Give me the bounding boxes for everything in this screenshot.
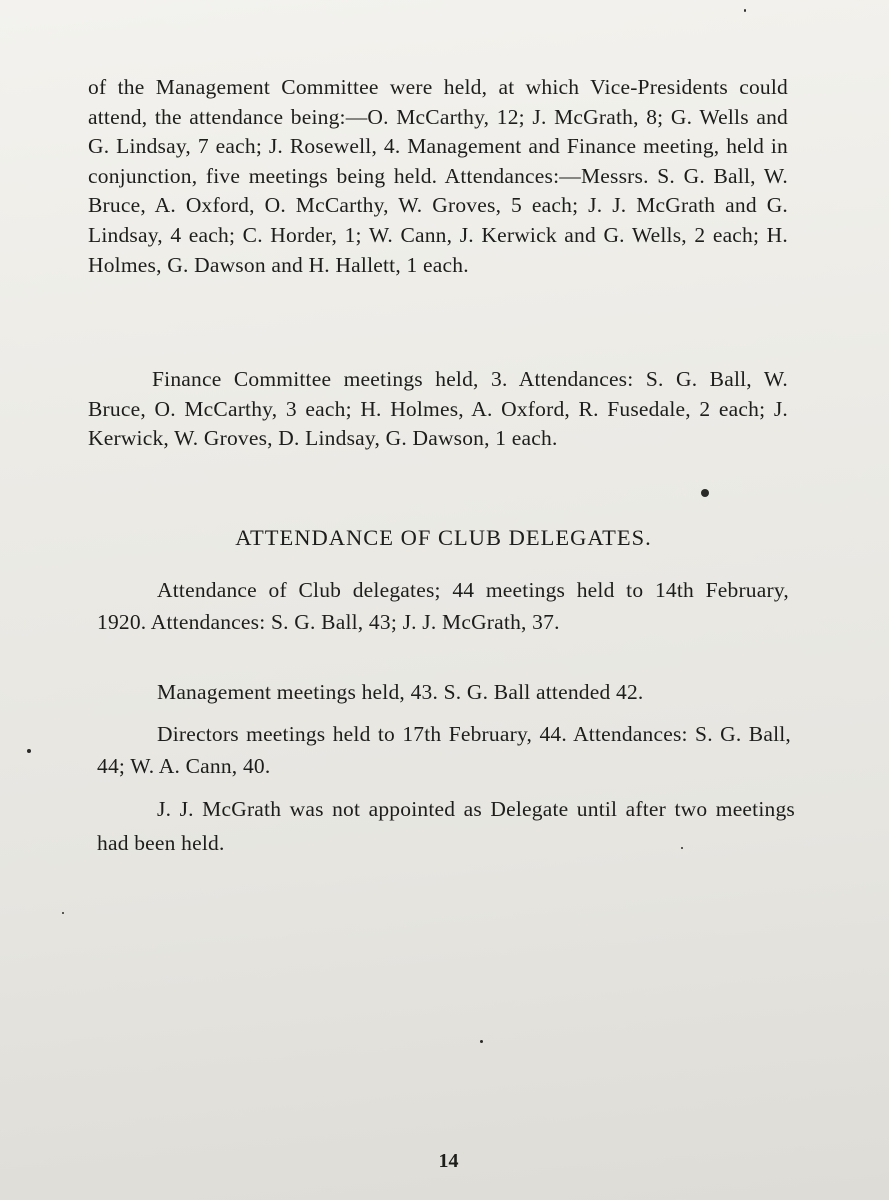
paragraph-delegate-note: J. J. McGrath was not appointed as Delegate until after two meetings had been held. [97,797,795,855]
paper-speck [27,749,31,753]
paragraph-club-delegates: Attendance of Club delegates; 44 meetings held to 14th February, 1920. Attendances: S. G. Ball, 43; J. J. McGrath, 37. [97,578,789,634]
paragraph-committee-meetings: of the Management Committee were held, at which Vice-Presidents could attend, the attendance being:—O. McCarthy, 12; J. McGrath, 8; G. Wells and G. Lindsay, 7 each; J. Rosewell, 4. Management and Finance meeting, held in conjunction, five meetings being held. Attendances:—Messrs. S. G. Ball, W. Bruce, A. Oxford, O. McCarthy, W. Groves, 5 each; J. J. McGrath and G. Lindsay, 4 each; C. Horder, 1; W. Cann, J. Kerwick and G. Wells, 2 each; H. Holmes, G. Dawson and H. Hallett, 1 each. [88,75,788,277]
paper-speck [744,9,746,12]
paper-speck [701,489,709,497]
paper-speck [62,912,64,914]
section-heading [0,525,889,551]
paper-speck [480,1040,483,1043]
paper-speck [681,847,683,849]
paragraph-directors-meetings: Directors meetings held to 17th February, 44. Attendances: S. G. Ball, 44; W. A. Cann, 40. [97,722,791,778]
paragraph-finance-committee: Finance Committee meetings held, 3. Attendances: S. G. Ball, W. Bruce, O. McCarthy, 3 each; H. Holmes, A. Oxford, R. Fusedale, 2 each; J. Kerwick, W. Groves, D. Lindsay, G. Dawson, 1 each. [88,367,788,451]
page-number: 14 [438,1150,459,1172]
section-heading-text: ATTENDANCE OF CLUB DELEGATES. [235,525,652,550]
paragraph-management-meetings: Management meetings held, 43. S. G. Ball attended 42. [157,680,644,704]
